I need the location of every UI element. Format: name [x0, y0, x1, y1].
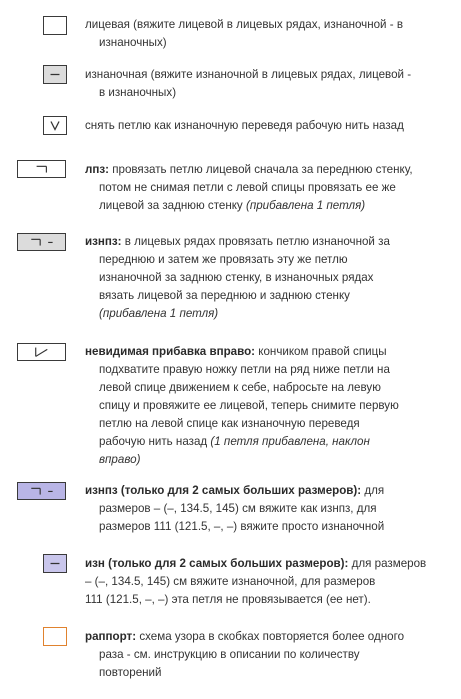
legend-text-pfb-large: изнпз (только для 2 самых больших размеров): для размеров – (–, 134.5, 145) см вяжите как изнпз, для размеров 111 (121.5, –, –) вяжите просто изнаночной — [85, 484, 385, 533]
legend-text-slip: снять петлю как изнаночную переведя рабочую нить назад — [85, 119, 404, 132]
pfb-purple-symbol-icon — [17, 482, 66, 500]
legend-text-rli: невидимая прибавка вправо: кончиком правой спицы подхватите правую ножку петли на ряд ниже петли на левой спице движением к себе, набросьте на левую спицу и провяжите ее лицевой, теперь снимите первую петлю на левой спице как изнаночную переведя рабочую нить назад (1 петля прибавлена, наклон вправо) — [85, 345, 399, 466]
purl-purple-dash-icon — [43, 554, 67, 573]
repeat-orange-square-icon — [43, 627, 67, 646]
right-lifted-increase-icon — [17, 343, 66, 361]
legend-text-kfb: лпз: провязать петлю лицевой сначала за переднюю стенку, потом не снимая петли с левой спицы провязать ее же лицевой за заднюю стенку (прибавлена 1 петля) — [85, 163, 413, 212]
legend-text-repeat: раппорт: схема узора в скобках повторяется более одного раза - см. инструкцию в описании по количеству повторений — [85, 630, 405, 679]
kfb-symbol-icon — [17, 160, 66, 178]
legend-text-purl-large: изн (только для 2 самых больших размеров): для размеров – (–, 134.5, 145) см вяжите изнаночной, для размеров 111 (121.5, –, –) эта петля не провязывается (ее нет). — [85, 557, 427, 606]
pfb-symbol-icon — [17, 233, 66, 251]
legend-text-purl: изнаночная (вяжите изнаночной в лицевых рядах, лицевой - в изнаночных) — [85, 68, 412, 99]
purl-dash-icon — [43, 65, 67, 84]
legend-text-knit: лицевая (вяжите лицевой в лицевых рядах, изнаночной - в изнаночных) — [85, 18, 404, 49]
legend-text-pfb: изнпз: в лицевых рядах провязать петлю изнаночной за переднюю и затем же провязать эту же петлю изнаночной за заднюю стенку, в изнаночных рядах вязать лицевой за переднюю и заднюю стенку (прибавлена 1 петля) — [85, 235, 390, 320]
slip-v-icon — [43, 116, 67, 135]
knit-blank-square-icon — [43, 16, 67, 35]
